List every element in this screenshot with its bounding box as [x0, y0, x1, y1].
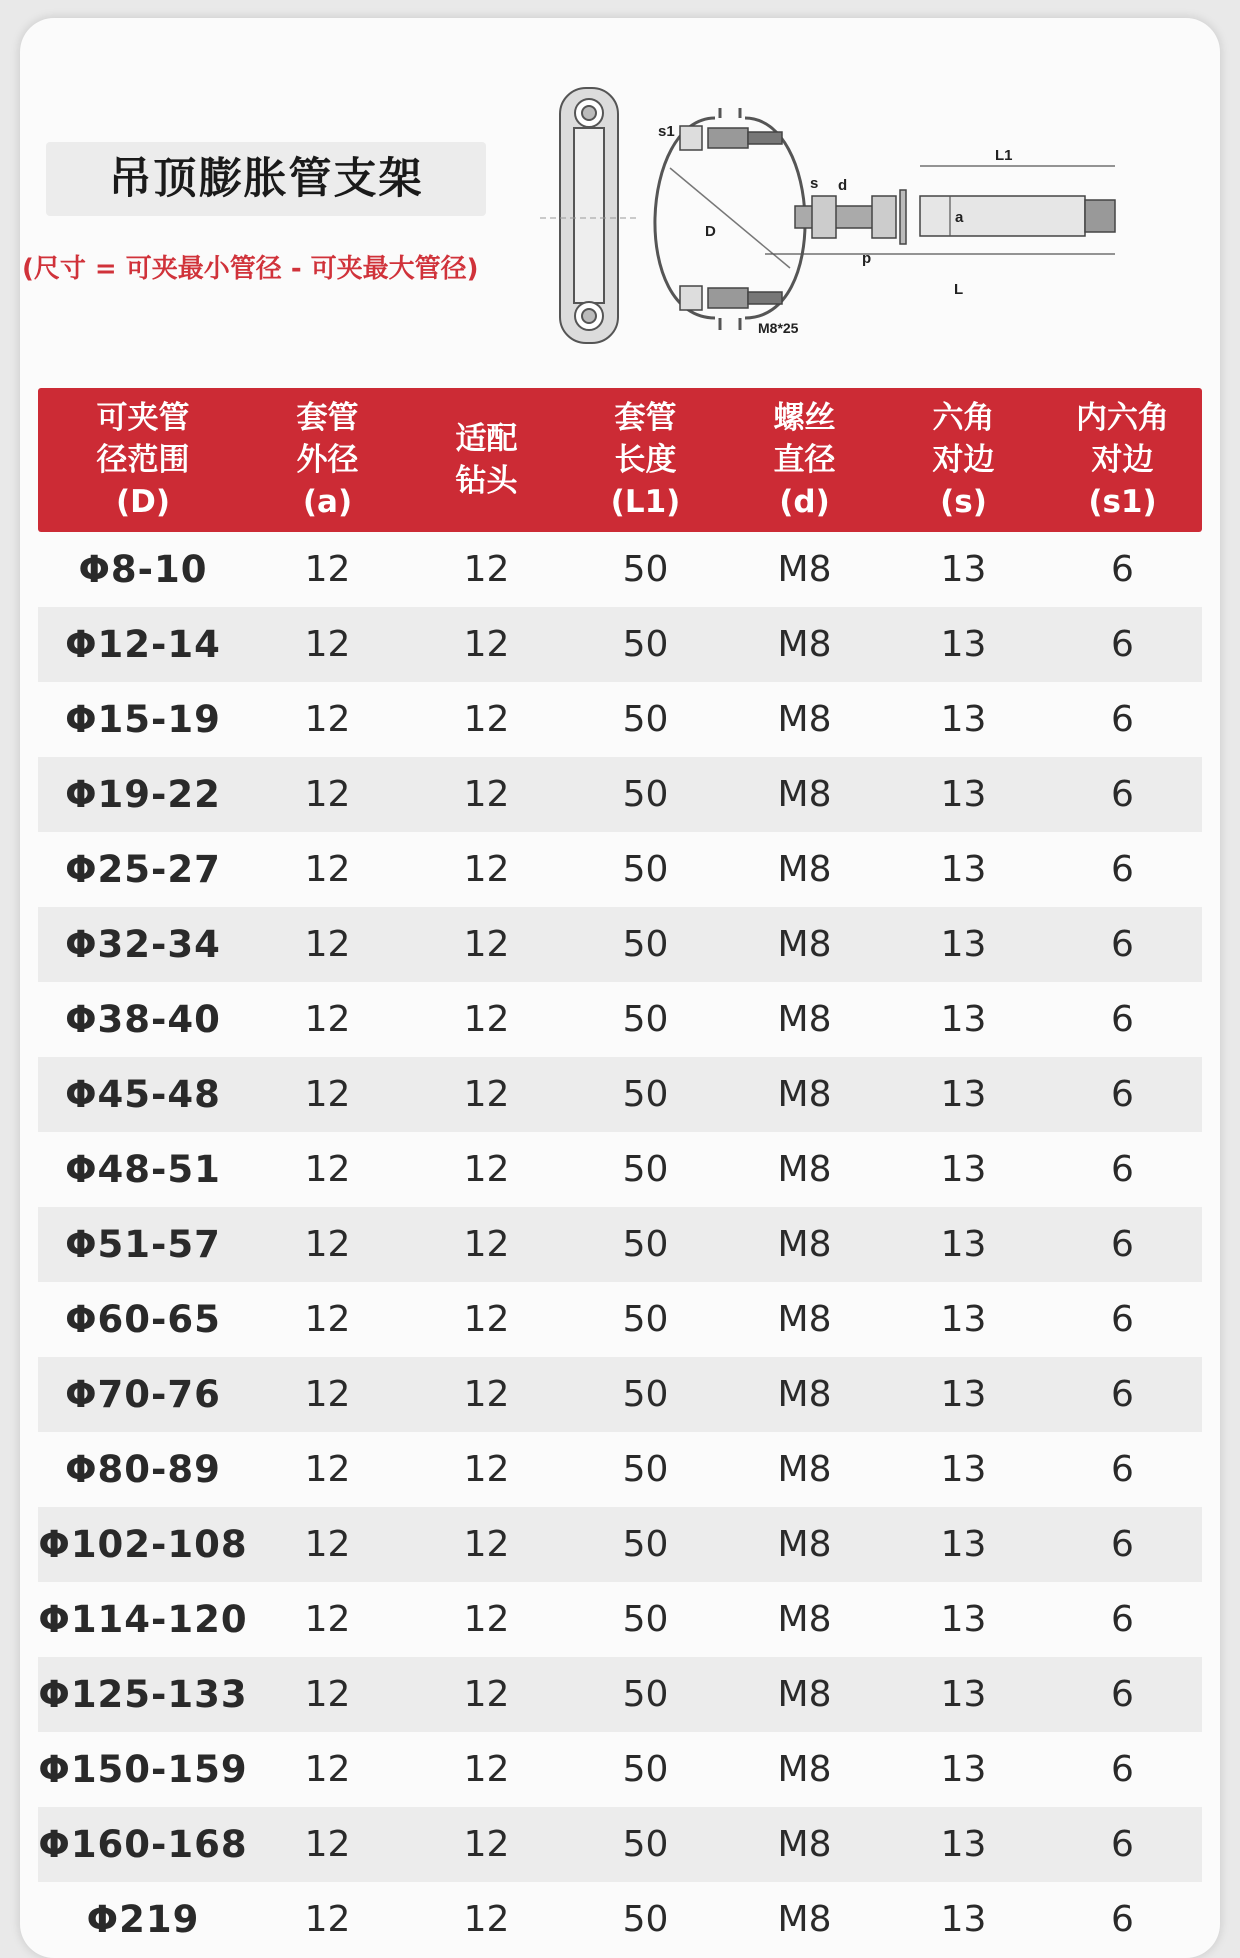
table-cell: 12 — [304, 1149, 351, 1190]
table-cell: Φ70-76 — [65, 1373, 221, 1416]
column-header — [248, 388, 407, 532]
table-cell: 50 — [622, 1824, 669, 1865]
column-header-line: 内六角 — [1076, 400, 1169, 436]
table-cell: M8 — [777, 1149, 832, 1190]
table-cell: 12 — [304, 1299, 351, 1340]
table-cell: 12 — [463, 1824, 510, 1865]
table-cell: M8 — [777, 1524, 832, 1565]
column-header-line: (a) — [302, 484, 353, 520]
column-header-line: 适配 — [455, 421, 518, 457]
table-cell: M8 — [777, 774, 832, 815]
table-cell: Φ219 — [86, 1898, 200, 1941]
label-s1: s1 — [658, 123, 675, 140]
table-cell: 6 — [1111, 1899, 1134, 1940]
column-header-line: (L1) — [610, 484, 681, 520]
label-L: L — [954, 281, 964, 298]
table-cell: 50 — [622, 1224, 669, 1265]
title-box — [46, 142, 486, 216]
table-cell: Φ48-51 — [65, 1148, 221, 1191]
size-note: (尺寸 = 可夹最小管径 - 可夹最大管径) — [22, 254, 479, 284]
table-row — [38, 1357, 1202, 1432]
column-header-line: (D) — [115, 484, 171, 520]
table-cell: 12 — [463, 1374, 510, 1415]
table-cell: 50 — [622, 1149, 669, 1190]
table-cell: 12 — [463, 1524, 510, 1565]
table-row — [38, 1057, 1202, 1132]
table-cell: Φ12-14 — [65, 623, 221, 666]
table-cell: 50 — [622, 1299, 669, 1340]
table-cell: 12 — [304, 549, 351, 590]
table-cell: 12 — [463, 849, 510, 890]
table-row — [38, 832, 1202, 907]
table-cell: Φ38-40 — [65, 998, 221, 1041]
table-body — [38, 532, 1202, 1957]
table-cell: Φ150-159 — [38, 1748, 248, 1791]
table-cell: 13 — [940, 1674, 987, 1715]
pipe-clamp-diagram — [520, 58, 1200, 358]
table-cell: M8 — [777, 1224, 832, 1265]
table-cell: Φ125-133 — [38, 1673, 248, 1716]
column-header-line: 可夹管 — [96, 400, 190, 436]
table-cell: 12 — [304, 1599, 351, 1640]
label-bolt: M8*25 — [758, 320, 799, 336]
label-D: D — [705, 223, 716, 240]
column-header — [566, 388, 725, 532]
table-cell: Φ102-108 — [38, 1523, 248, 1566]
table-cell: 12 — [463, 924, 510, 965]
table-cell: M8 — [777, 1599, 832, 1640]
table-cell: 12 — [463, 1749, 510, 1790]
table-row — [38, 982, 1202, 1057]
table-cell: 6 — [1111, 1224, 1134, 1265]
table-cell: 12 — [463, 1224, 510, 1265]
column-header-line: 套管 — [614, 400, 677, 436]
table-row — [38, 1282, 1202, 1357]
table-cell: 12 — [304, 1824, 351, 1865]
table-cell: 13 — [940, 624, 987, 665]
table-cell: M8 — [777, 1299, 832, 1340]
table-cell: 13 — [940, 1749, 987, 1790]
spec-table — [38, 388, 1202, 1957]
table-cell: 13 — [940, 1524, 987, 1565]
table-cell: 50 — [622, 1524, 669, 1565]
table-cell: 6 — [1111, 774, 1134, 815]
table-cell: 13 — [940, 999, 987, 1040]
table-cell: 12 — [304, 1899, 351, 1940]
table-cell: 50 — [622, 1899, 669, 1940]
table-cell: M8 — [777, 1449, 832, 1490]
column-header-line: (d) — [779, 484, 830, 520]
table-cell: 12 — [304, 924, 351, 965]
table-cell: M8 — [777, 1749, 832, 1790]
table-cell: 13 — [940, 1899, 987, 1940]
table-cell: M8 — [777, 849, 832, 890]
table-row — [38, 1732, 1202, 1807]
table-cell: 13 — [940, 849, 987, 890]
column-header-line: 六角 — [932, 400, 995, 436]
table-cell: 6 — [1111, 924, 1134, 965]
table-cell: Φ51-57 — [65, 1223, 221, 1266]
table-row — [38, 757, 1202, 832]
table-cell: 12 — [463, 549, 510, 590]
table-cell: 12 — [463, 1599, 510, 1640]
table-cell: 12 — [463, 699, 510, 740]
threaded-rod — [795, 190, 906, 244]
table-cell: 6 — [1111, 1674, 1134, 1715]
table-cell: Φ114-120 — [38, 1598, 248, 1641]
table-cell: 12 — [463, 1674, 510, 1715]
table-cell: 13 — [940, 1599, 987, 1640]
table-cell: 13 — [940, 924, 987, 965]
table-cell: 6 — [1111, 699, 1134, 740]
table-row — [38, 682, 1202, 757]
column-header-line: (s) — [940, 484, 987, 520]
table-cell: 13 — [940, 1224, 987, 1265]
table-cell: 12 — [463, 1899, 510, 1940]
table-row — [38, 607, 1202, 682]
label-d: d — [838, 177, 848, 194]
column-header-line: 长度 — [614, 442, 677, 478]
table-cell: M8 — [777, 1374, 832, 1415]
table-cell: 12 — [304, 1224, 351, 1265]
column-header-line: 对边 — [1091, 442, 1154, 478]
table-cell: 12 — [304, 1074, 351, 1115]
column-header-line: (s1) — [1088, 484, 1157, 520]
table-cell: Φ32-34 — [65, 923, 221, 966]
table-cell: 6 — [1111, 1824, 1134, 1865]
table-cell: M8 — [777, 699, 832, 740]
table-cell: M8 — [777, 624, 832, 665]
table-cell: Φ45-48 — [65, 1073, 221, 1116]
table-row — [38, 1207, 1202, 1282]
label-s: s — [810, 175, 819, 192]
table-cell: 6 — [1111, 1074, 1134, 1115]
table-cell: M8 — [777, 924, 832, 965]
table-header — [38, 388, 1202, 532]
column-header-line: 外径 — [296, 442, 359, 478]
table-cell: 50 — [622, 924, 669, 965]
table-row — [38, 1432, 1202, 1507]
label-p: p — [862, 250, 872, 267]
table-cell: 13 — [940, 1074, 987, 1115]
table-cell: 13 — [940, 1374, 987, 1415]
table-cell: 50 — [622, 699, 669, 740]
table-cell: 12 — [304, 1749, 351, 1790]
expansion-sleeve — [920, 196, 1115, 236]
table-cell: 50 — [622, 1074, 669, 1115]
column-header-line: 直径 — [773, 442, 836, 478]
table-cell: 12 — [304, 774, 351, 815]
page-title: 吊顶膨胀管支架 — [108, 154, 424, 204]
table-cell: 50 — [622, 1749, 669, 1790]
table-cell: 50 — [622, 1674, 669, 1715]
table-cell: M8 — [777, 1074, 832, 1115]
table-row — [38, 1507, 1202, 1582]
table-cell: M8 — [777, 999, 832, 1040]
table-cell: 50 — [622, 624, 669, 665]
spec-card — [20, 18, 1220, 1958]
label-L1: L1 — [995, 147, 1013, 164]
column-header-line: 螺丝 — [773, 400, 836, 436]
table-cell: 6 — [1111, 1149, 1134, 1190]
table-row — [38, 1657, 1202, 1732]
table-cell: Φ60-65 — [65, 1298, 221, 1341]
column-header-line: 套管 — [296, 400, 359, 436]
column-header — [407, 388, 566, 532]
table-cell: 50 — [622, 774, 669, 815]
table-cell: Φ80-89 — [65, 1448, 221, 1491]
table-cell: 12 — [304, 624, 351, 665]
table-row — [38, 532, 1202, 607]
table-cell: 50 — [622, 849, 669, 890]
table-cell: 12 — [304, 849, 351, 890]
table-cell: Φ19-22 — [65, 773, 221, 816]
table-cell: 13 — [940, 1149, 987, 1190]
table-cell: 13 — [940, 774, 987, 815]
table-cell: 12 — [304, 1374, 351, 1415]
table-cell: 6 — [1111, 849, 1134, 890]
table-cell: 12 — [463, 624, 510, 665]
table-cell: 12 — [304, 1524, 351, 1565]
table-cell: Φ15-19 — [65, 698, 221, 741]
table-cell: 12 — [463, 774, 510, 815]
table-cell: 12 — [463, 1299, 510, 1340]
table-cell: 13 — [940, 1299, 987, 1340]
bottom-bolt — [680, 286, 782, 310]
table-cell: M8 — [777, 1899, 832, 1940]
table-cell: 50 — [622, 999, 669, 1040]
table-cell: 6 — [1111, 624, 1134, 665]
table-cell: 12 — [304, 1674, 351, 1715]
column-header-line: 钻头 — [455, 463, 518, 499]
table-cell: 50 — [622, 1599, 669, 1640]
table-cell: 13 — [940, 1824, 987, 1865]
column-header — [884, 388, 1043, 532]
table-cell: 12 — [463, 1074, 510, 1115]
table-cell: 6 — [1111, 549, 1134, 590]
table-cell: M8 — [777, 549, 832, 590]
top-bolt — [680, 126, 782, 150]
table-cell: 13 — [940, 699, 987, 740]
label-a: a — [955, 209, 964, 226]
column-header — [1043, 388, 1202, 532]
table-row — [38, 1582, 1202, 1657]
table-cell: 6 — [1111, 1599, 1134, 1640]
table-row — [38, 907, 1202, 982]
table-row — [38, 1807, 1202, 1882]
table-cell: Φ160-168 — [38, 1823, 248, 1866]
column-header — [38, 388, 248, 532]
table-cell: 6 — [1111, 1449, 1134, 1490]
table-cell: 6 — [1111, 999, 1134, 1040]
table-cell: 6 — [1111, 1749, 1134, 1790]
table-cell: 50 — [622, 549, 669, 590]
table-cell: 12 — [463, 1149, 510, 1190]
table-cell: 12 — [304, 699, 351, 740]
table-cell: 50 — [622, 1449, 669, 1490]
table-cell: 6 — [1111, 1299, 1134, 1340]
column-header-line: 对边 — [932, 442, 995, 478]
column-header — [725, 388, 884, 532]
table-cell: Φ8-10 — [78, 548, 208, 591]
table-cell: 50 — [622, 1374, 669, 1415]
table-cell: 12 — [304, 999, 351, 1040]
table-cell: M8 — [777, 1824, 832, 1865]
side-view-bracket — [560, 88, 618, 343]
table-cell: 12 — [463, 999, 510, 1040]
table-cell: Φ25-27 — [65, 848, 221, 891]
table-cell: 6 — [1111, 1374, 1134, 1415]
table-cell: 13 — [940, 549, 987, 590]
table-cell: 6 — [1111, 1524, 1134, 1565]
table-cell: 13 — [940, 1449, 987, 1490]
table-cell: M8 — [777, 1674, 832, 1715]
table-cell: 12 — [463, 1449, 510, 1490]
column-header-line: 径范围 — [96, 442, 190, 478]
table-row — [38, 1132, 1202, 1207]
table-cell: 12 — [304, 1449, 351, 1490]
